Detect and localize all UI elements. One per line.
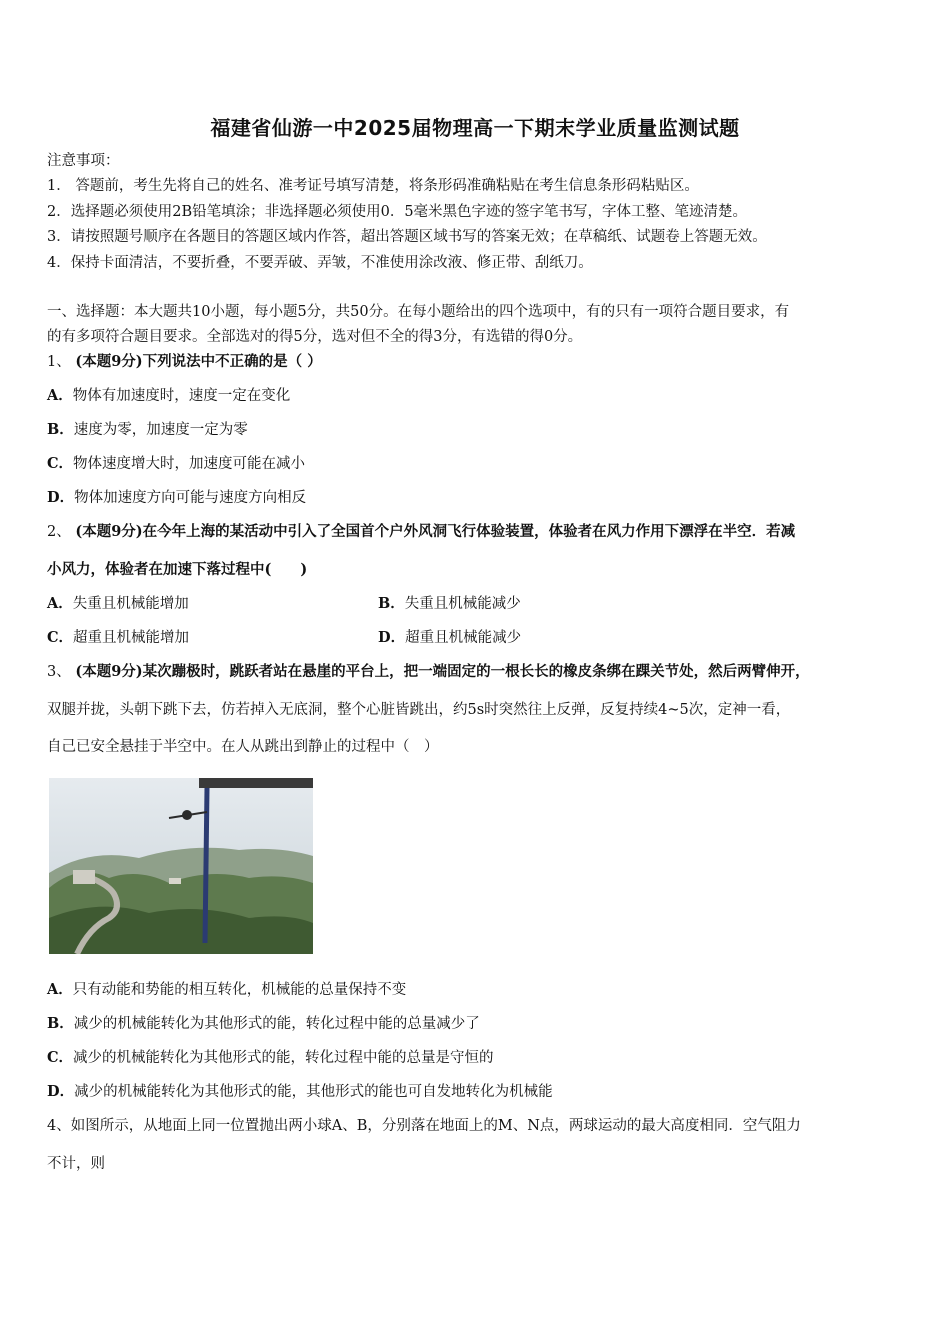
notice-item-3: 3．请按照题号顺序在各题目的答题区域内作答，超出答题区域书写的答案无效；在草稿纸、试题卷上答题无效。 (47, 229, 767, 245)
q1-option-b (47, 420, 248, 440)
notice-heading: 注意事项： (47, 153, 120, 169)
option-text: 物体速度增大时，加速度可能在减小 (73, 456, 306, 472)
q2-option-d (378, 628, 521, 648)
question-number: 3、 (47, 664, 71, 680)
option-letter: A． (47, 595, 73, 612)
option-letter: C． (47, 1049, 74, 1066)
notice-item-2: 2．选择题必须使用2B铅笔填涂；非选择题必须使用0．5毫米黑色字迹的签字笔书写，字体工整、笔迹清楚。 (47, 204, 748, 220)
q1-option-a (47, 386, 290, 406)
question-number: 2、 (47, 524, 71, 540)
question-number: 1、 (47, 354, 71, 370)
bungee-photo-illustration (49, 778, 313, 954)
notice-item-4: 4．保持卡面清洁，不要折叠，不要弄破、弄皱，不准使用涂改液、修正带、刮纸刀。 (47, 255, 593, 271)
question-text: (本题9分)某次蹦极时，跳跃者站在悬崖的平台上，把一端固定的一根长长的橡皮条绑在踝关节处，然后两臂伸开， (75, 663, 810, 680)
q3-option-a (47, 980, 406, 1000)
option-letter: B． (47, 421, 74, 438)
option-text: 物体加速度方向可能与速度方向相反 (74, 490, 307, 506)
question-4-stem-line2: 不计，则 (47, 1156, 105, 1172)
notice-item-1: 1． 答题前，考生先将自己的姓名、准考证号填写清楚，将条形码准确粘贴在考生信息条形码粘贴区。 (47, 178, 699, 194)
q2-option-a (47, 594, 189, 614)
option-text: 减少的机械能转化为其他形式的能，转化过程中能的总量减少了 (73, 1016, 480, 1032)
q3-option-d (47, 1082, 553, 1102)
q1-option-d (47, 488, 306, 508)
option-text: 失重且机械能减少 (404, 596, 521, 612)
question-3-stem-line3: 自己已安全悬挂于半空中。在人从跳出到静止的过程中（ ） (47, 739, 439, 755)
section-instructions-line2: 的有多项符合题目要求。全部选对的得5分，选对但不全的得3分，有选错的得0分。 (47, 329, 583, 345)
option-letter: D． (47, 1083, 75, 1100)
question-3-stem-line2: 双腿并拢，头朝下跳下去，仿若掉入无底洞，整个心脏皆跳出，约5s时突然往上反弹，反复持续4~5次，定神一看， (47, 702, 791, 718)
option-letter: D． (47, 489, 75, 506)
option-text: 失重且机械能增加 (72, 596, 189, 612)
option-letter: B． (47, 1015, 74, 1032)
option-letter: A． (47, 981, 73, 998)
page-title: 福建省仙游一中2025届物理高一下期末学业质量监测试题 (210, 116, 740, 140)
q3-option-b (47, 1014, 480, 1034)
q2-option-c (47, 628, 189, 648)
option-letter: C． (47, 455, 74, 472)
question-2-stem-line1 (47, 522, 795, 542)
question-1-stem (47, 352, 322, 372)
q2-option-b (378, 594, 521, 614)
question-4-stem-line1: 4、如图所示，从地面上同一位置抛出两小球A、B，分别落在地面上的M、N点，两球运动的最大高度相同．空气阻力 (47, 1118, 801, 1134)
section-instructions-line1: 一、选择题：本大题共10小题，每小题5分，共50分。在每小题给出的四个选项中，有的只有一项符合题目要求，有 (47, 304, 790, 320)
option-text: 只有动能和势能的相互转化，机械能的总量保持不变 (72, 982, 407, 998)
option-letter: D． (378, 629, 406, 646)
q3-option-c (47, 1048, 494, 1068)
bungee-jump-photo (49, 778, 313, 954)
option-text: 超重且机械能增加 (73, 630, 190, 646)
option-text: 物体有加速度时，速度一定在变化 (72, 388, 291, 404)
option-text: 减少的机械能转化为其他形式的能，转化过程中能的总量是守恒的 (73, 1050, 494, 1066)
option-text: 减少的机械能转化为其他形式的能，其他形式的能也可自发地转化为机械能 (74, 1084, 553, 1100)
question-text: (本题9分)下列说法中不正确的是（ ） (75, 353, 322, 370)
question-text: (本题9分)在今年上海的某活动中引入了全国首个户外风洞飞行体验装置，体验者在风力作用下漂浮在半空．若减 (75, 523, 796, 540)
option-letter: A． (47, 387, 73, 404)
option-letter: C． (47, 629, 74, 646)
option-text: 速度为零，加速度一定为零 (73, 422, 248, 438)
question-2-stem-line2: 小风力，体验者在加速下落过程中( ) (47, 561, 308, 578)
question-3-stem-line1 (47, 662, 810, 682)
option-text: 超重且机械能减少 (405, 630, 522, 646)
q1-option-c (47, 454, 305, 474)
option-letter: B． (378, 595, 405, 612)
